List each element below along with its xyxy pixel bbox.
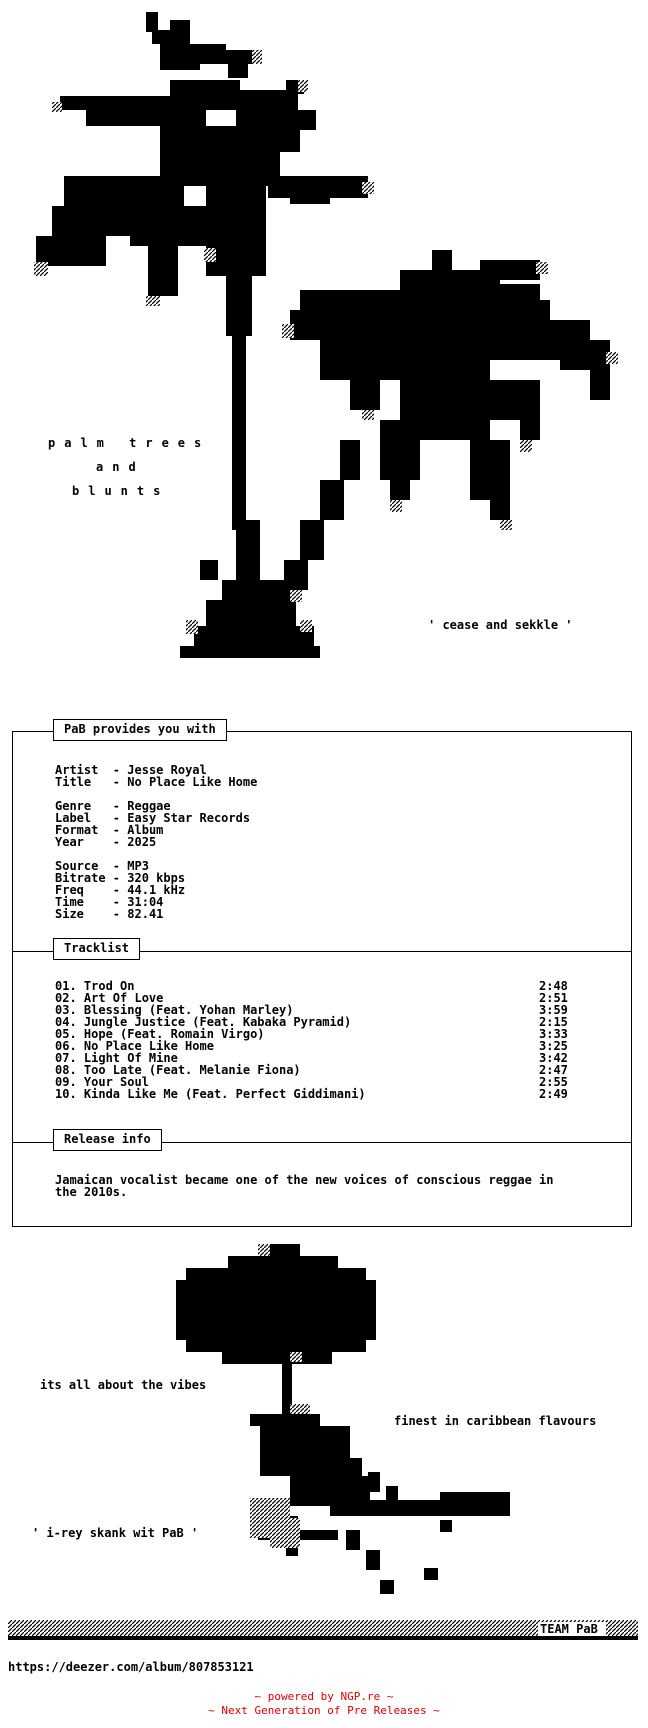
track-title: 09. Your Soul (55, 1075, 149, 1089)
track-title: 05. Hope (Feat. Romain Virgo) (55, 1027, 265, 1041)
art-text-palm-trees: palm trees (48, 436, 211, 450)
track-title: 01. Trod On (55, 979, 135, 993)
tracklist-heading: Tracklist (53, 938, 140, 960)
art-text-vibes: its all about the vibes (40, 1378, 207, 1392)
release-info-heading: Release info (53, 1129, 162, 1151)
track-title: 03. Blessing (Feat. Yohan Marley) (55, 1003, 294, 1017)
art-text-finest: finest in caribbean flavours (394, 1414, 597, 1428)
track-duration: 2:47 (539, 1063, 568, 1077)
field-time: Time - 31:04 (55, 895, 164, 909)
footer-tagline: ~ Next Generation of Pre Releases ~ (208, 1704, 440, 1717)
track-duration: 2:48 (539, 979, 568, 993)
track-title: 06. No Place Like Home (55, 1039, 214, 1053)
track-title: 02. Art Of Love (55, 991, 164, 1005)
field-title: Title - No Place Like Home (55, 775, 258, 789)
field-size: Size - 82.41 (55, 907, 164, 921)
track-duration: 2:55 (539, 1075, 568, 1089)
art-text-and: and (96, 460, 145, 474)
field-bitrate: Bitrate - 320 kbps (55, 871, 186, 885)
art-text-cease: ' cease and sekkle ' (428, 618, 573, 632)
art-text-blunts: blunts (72, 484, 170, 498)
track-duration: 2:51 (539, 991, 568, 1005)
track-title: 07. Light Of Mine (55, 1051, 178, 1065)
track-duration: 3:25 (539, 1039, 568, 1053)
field-artist: Artist - Jesse Royal (55, 763, 207, 777)
provides-heading: PaB provides you with (53, 719, 227, 741)
track-title: 08. Too Late (Feat. Melanie Fiona) (55, 1063, 301, 1077)
track-duration: 3:33 (539, 1027, 568, 1041)
footer-powered-by: ~ powered by NGP.re ~ (254, 1690, 394, 1703)
release-description-line1: Jamaican vocalist became one of the new voices of conscious reggae in (55, 1173, 554, 1187)
album-url-link[interactable]: https://deezer.com/album/807853121 (8, 1660, 254, 1674)
beach-umbrella-icon (176, 1244, 376, 1424)
art-text-irey: ' i-rey skank wit PaB ' (32, 1526, 199, 1540)
deck-chair-icon (250, 1404, 510, 1594)
track-duration: 3:42 (539, 1051, 568, 1065)
track-duration: 3:59 (539, 1003, 568, 1017)
release-description-line2: the 2010s. (55, 1185, 128, 1199)
team-label: TEAM PaB (540, 1622, 598, 1636)
palm-tree-right-icon (282, 250, 618, 590)
track-duration: 2:49 (539, 1087, 568, 1101)
track-duration: 2:15 (539, 1015, 568, 1029)
track-title: 10. Kinda Like Me (Feat. Perfect Giddimani) (55, 1087, 366, 1101)
release-info-box (12, 722, 632, 1227)
field-format: Format - Album (55, 823, 164, 837)
field-genre: Genre - Reggae (55, 799, 171, 813)
field-label: Label - Easy Star Records (55, 811, 251, 825)
field-freq: Freq - 44.1 kHz (55, 883, 186, 897)
field-source: Source - MP3 (55, 859, 149, 873)
field-year: Year - 2025 (55, 835, 157, 849)
track-title: 04. Jungle Justice (Feat. Kabaka Pyramid) (55, 1015, 352, 1029)
